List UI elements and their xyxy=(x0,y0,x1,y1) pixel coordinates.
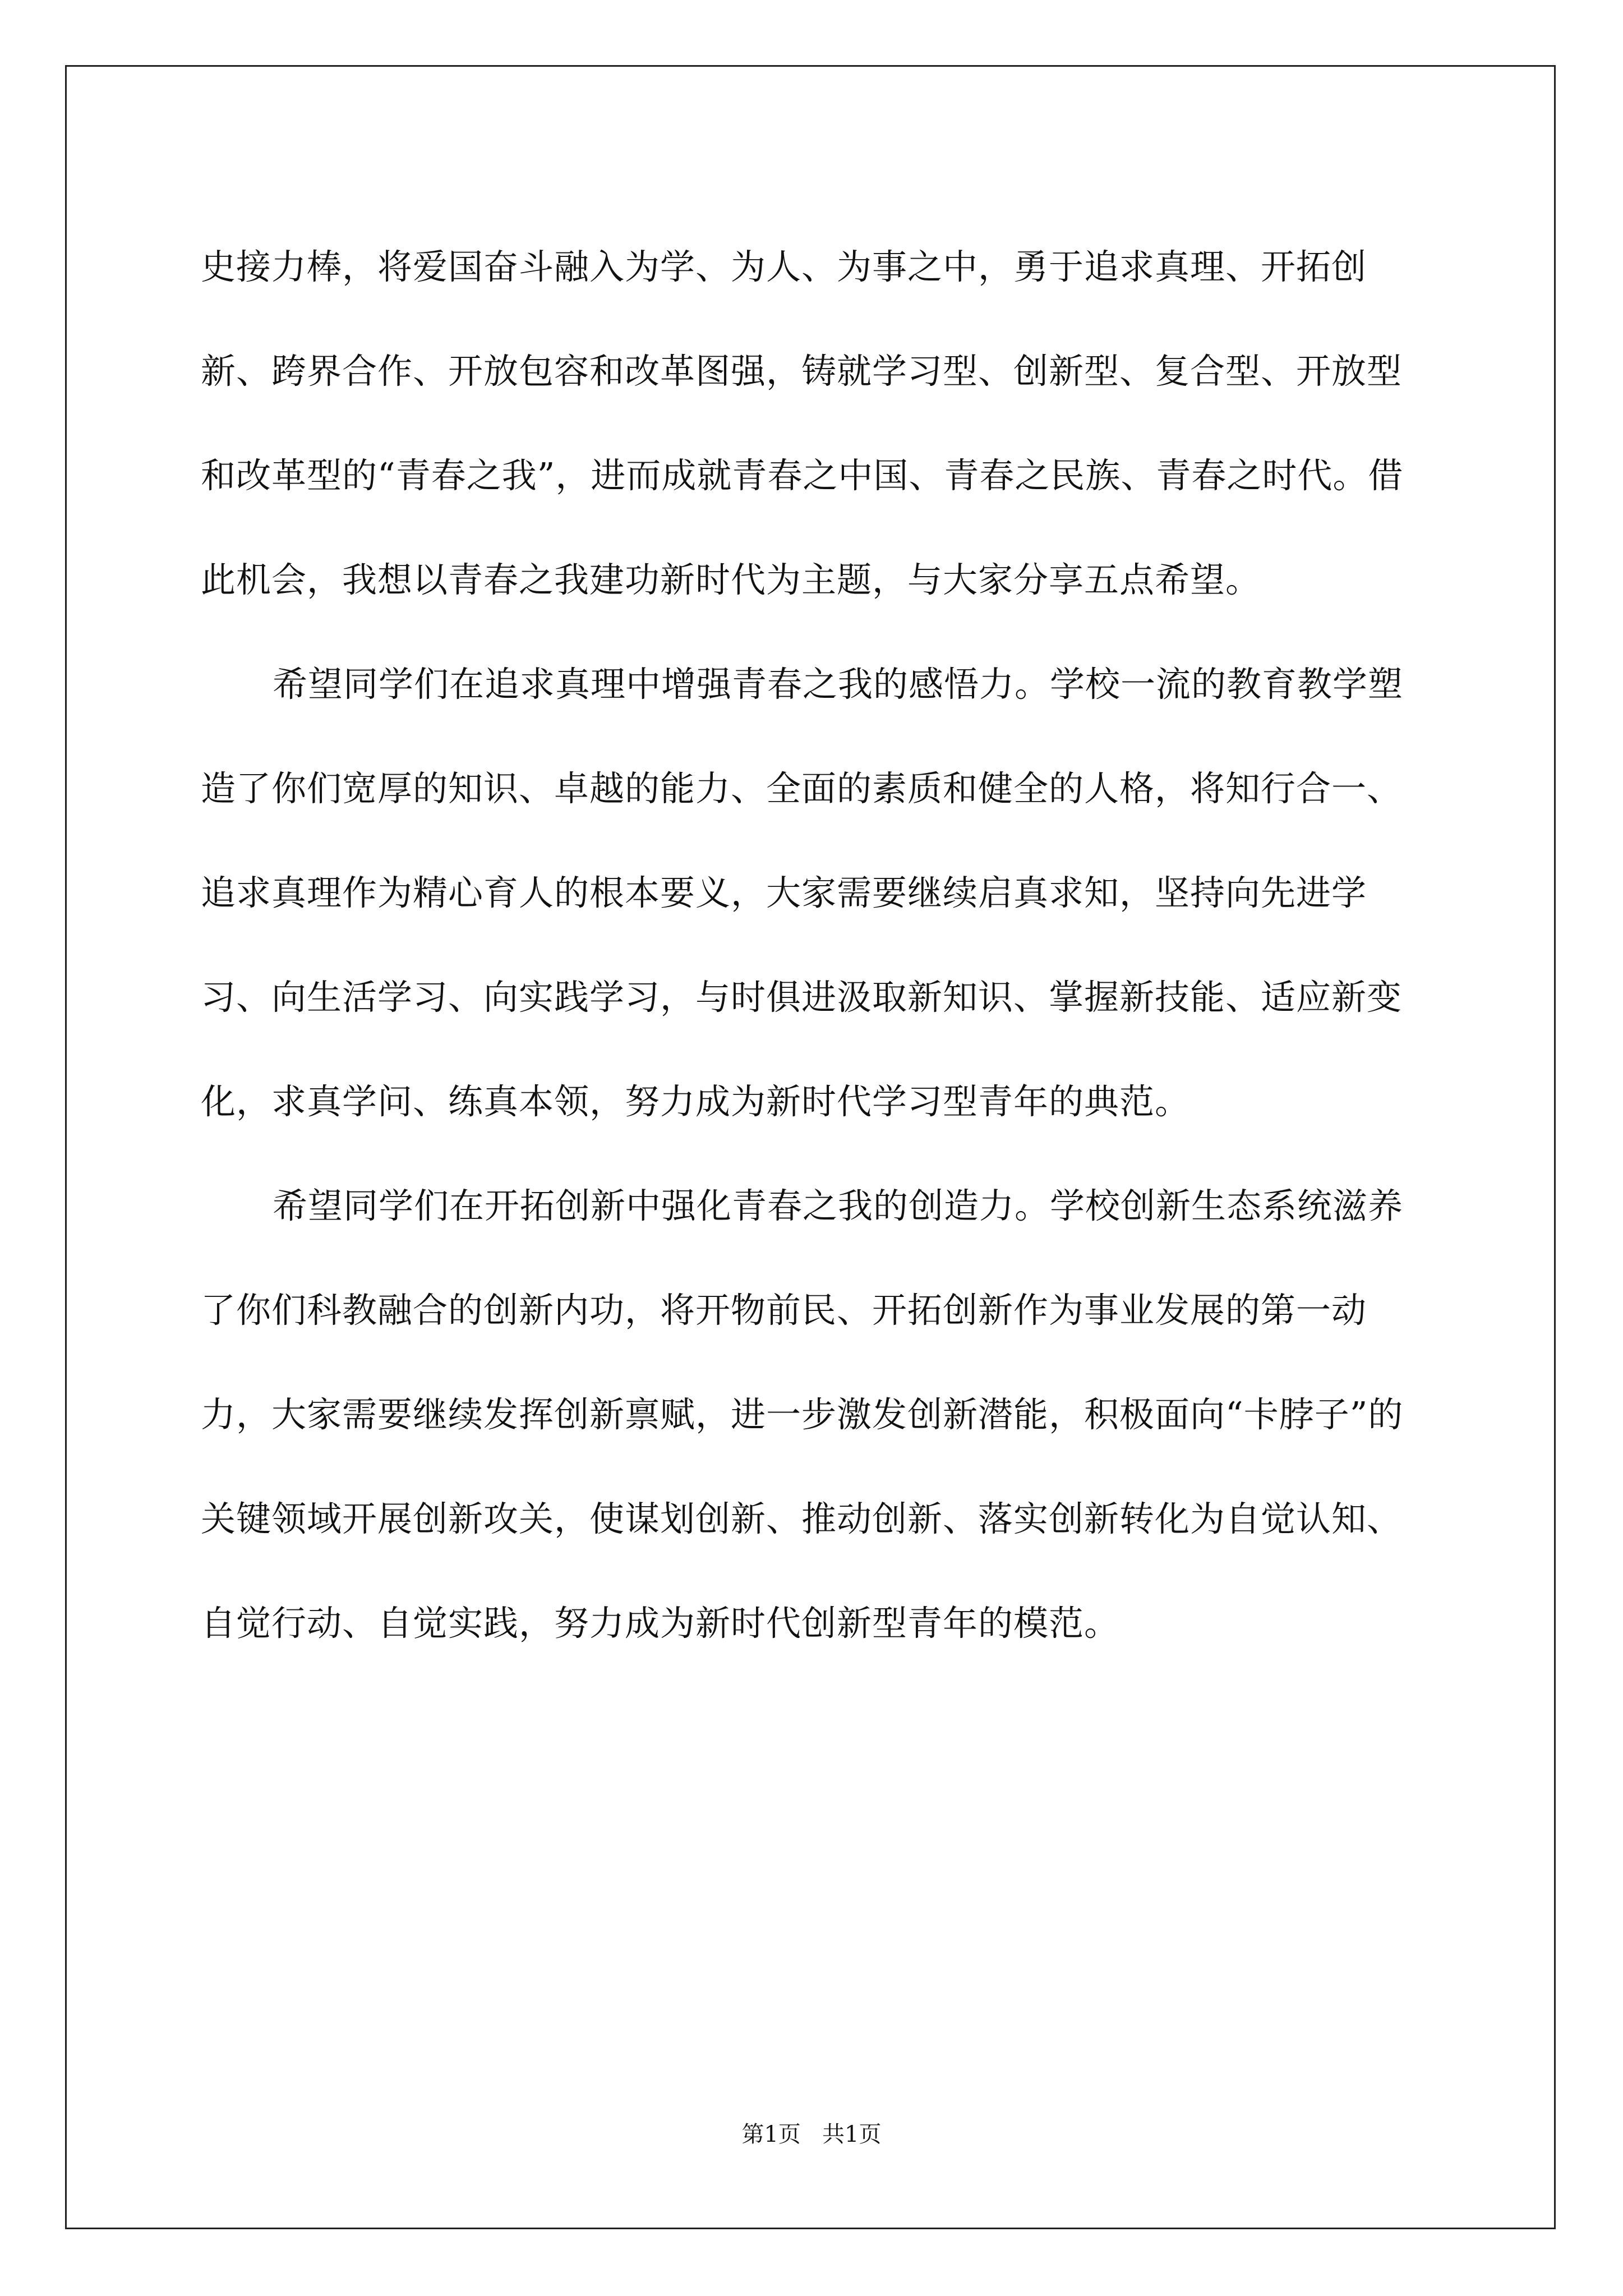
page-footer: 第1页 共1页 xyxy=(741,2122,882,2147)
paragraph-1: 史接力棒，将爱国奋斗融入为学、为人、为事之中，勇于追求真理、开拓创新、跨界合作、开放包容和改革图强，铸就学习型、创新型、复合型、开放型和改革型的“青春之我”，进而成就青春之中国、青春之民族、青春之时代。借此机会，我想以青春之我建功新时代为主题，与大家分享五点希望。 xyxy=(201,246,1404,600)
paragraph-2: 希望同学们在追求真理中增强青春之我的感悟力。学校一流的教育教学塑造了你们宽厚的知识、卓越的能力、全面的素质和健全的人格，将知行合一、追求真理作为精心育人的根本要义，大家需要继续启真求知，坚持向先进学习、向生活学习、向实践学习，与时俱进汲取新知识、掌握新技能、适应新变化，求真学问、练真本领，努力成为新时代学习型青年的典范。 xyxy=(201,664,1404,1122)
document-body xyxy=(201,215,1424,1676)
paragraph-3: 希望同学们在开拓创新中强化青春之我的创造力。学校创新生态系统滋养了你们科教融合的创新内功，将开物前民、开拓创新作为事业发展的第一动力，大家需要继续发挥创新禀赋，进一步激发创新潜能，积极面向“卡脖子”的关键领域开展创新攻关，使谋划创新、推动创新、落实创新转化为自觉认知、自觉行动、自觉实践，努力成为新时代创新型青年的模范。 xyxy=(201,1185,1404,1644)
